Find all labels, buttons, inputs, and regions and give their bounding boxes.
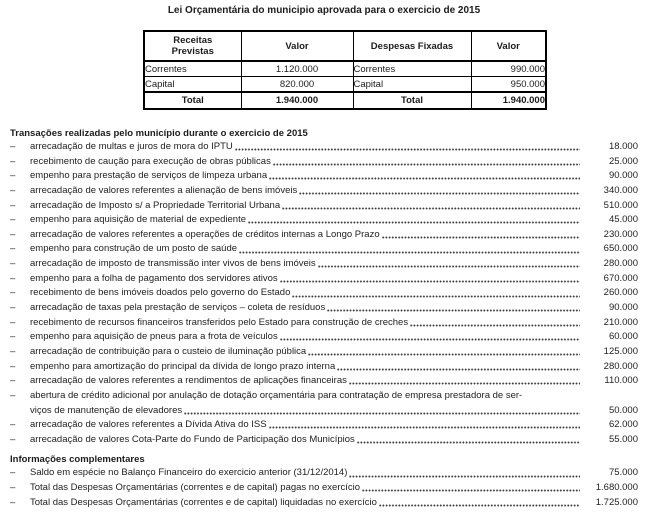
page-title: Lei Orçamentária do municipio aprovada para o exercicio de 2015 (167, 5, 481, 16)
complementary-heading: Informações complementares (10, 454, 145, 466)
item-bullet: – (10, 184, 16, 196)
cell-receita: Correntes (144, 61, 241, 77)
list-item (10, 418, 638, 433)
item-text: arrecadação de multas e juros de mora do IPTU (30, 141, 233, 152)
table-row (144, 77, 546, 93)
item-value: 650.000 (603, 243, 638, 255)
cell-despesa: Correntes (353, 61, 471, 77)
cell-despesa: Capital (353, 77, 471, 93)
cell-total-receita: Total (144, 92, 241, 109)
list-item (10, 213, 638, 228)
list-item (10, 140, 638, 155)
item-bullet: – (10, 258, 16, 270)
list-item (10, 466, 638, 481)
dot-leader (318, 265, 580, 268)
item-text: recebimento de bens imóveis doados pelo governo do Estado (30, 287, 291, 299)
item-bullet: – (10, 496, 16, 508)
dot-leader (327, 309, 580, 312)
list-item (10, 301, 638, 316)
list-item (10, 184, 638, 199)
header-receitas-line2: Previstas (171, 46, 214, 57)
item-value: 25.000 (608, 155, 638, 167)
cell-despesa-valor: 990.000 (471, 61, 546, 77)
item-bullet: – (10, 287, 16, 299)
item-bullet: – (10, 419, 16, 431)
item-bullet: – (10, 214, 16, 226)
item-bullet: – (10, 155, 16, 167)
item-bullet: – (10, 467, 16, 479)
budget-table (143, 30, 547, 110)
dot-leader (382, 236, 580, 239)
complementary-list (10, 466, 638, 510)
complementary-section (10, 453, 638, 510)
cell-receita-valor: 1.120.000 (241, 61, 353, 77)
cell-total-despesa: Total (353, 92, 471, 109)
item-value: 50.000 (608, 404, 638, 416)
item-value: 260.000 (603, 287, 638, 299)
item-text: arrecadação de contribuição para o custeio de iluminação pública (30, 345, 307, 357)
list-item (10, 286, 638, 301)
item-bullet: – (10, 482, 16, 494)
item-value: 90.000 (608, 170, 638, 182)
item-text: arrecadação de valores referentes a operações de créditos internas a Longo Prazo (30, 228, 380, 240)
table-row (144, 61, 546, 77)
dot-leader (349, 475, 580, 478)
list-item (10, 155, 638, 170)
item-value: 210.000 (603, 316, 638, 328)
item-value: 55.000 (608, 433, 638, 445)
item-bullet: – (10, 433, 16, 445)
dot-leader (239, 251, 580, 254)
dot-leader (410, 324, 580, 327)
item-value: 510.000 (603, 199, 638, 211)
cell-receita-valor: 820.000 (241, 77, 353, 93)
item-text: Total das Despesas Orçamentárias (correntes e de capital) pagas no exercício (30, 482, 361, 494)
item-bullet: – (10, 389, 16, 401)
item-value: 45.000 (608, 214, 638, 226)
dot-leader (184, 412, 580, 415)
header-valor-receitas: Valor (241, 31, 353, 61)
item-text: abertura de crédito adicional por anulação de dotação orçamentária para contratação de empresa prestadora de ser- (30, 389, 523, 401)
item-bullet: – (10, 375, 16, 387)
list-item (10, 345, 638, 360)
dot-leader (337, 368, 580, 371)
cell-total-despesa-valor: 1.940.000 (471, 92, 546, 109)
item-text: Saldo em espécie no Balanço Financeiro do exercicio anterior (31/12/2014) (30, 467, 348, 479)
cell-despesa-valor: 950.000 (471, 77, 546, 93)
item-text: recebimento de recursos financeiros transferidos pelo Estado para construção de creches (30, 316, 409, 328)
item-text: empenho para amortização do principal da dívida de longo prazo interna (30, 360, 336, 372)
list-item (10, 496, 638, 511)
item-bullet: – (10, 316, 16, 328)
list-item (10, 481, 638, 496)
item-value: 62.000 (608, 419, 638, 431)
header-valor-despesas: Valor (471, 31, 546, 61)
list-item (10, 360, 638, 375)
item-bullet: – (10, 170, 16, 182)
item-bullet: – (10, 331, 16, 343)
item-bullet: – (10, 141, 16, 152)
item-value: 60.000 (608, 331, 638, 343)
item-bullet: – (10, 360, 16, 372)
item-value: 1.680.000 (595, 482, 638, 494)
item-text: arrecadação de Imposto s/ a Propriedade Territorial Urbana (30, 199, 281, 211)
transactions-section (10, 127, 638, 447)
list-item-continuation (10, 404, 638, 419)
item-bullet: – (10, 272, 16, 284)
item-text: arrecadação de imposto de transmissão inter vivos de bens imóveis (30, 258, 316, 270)
list-item (10, 389, 638, 404)
item-value: 18.000 (608, 141, 638, 152)
list-item (10, 199, 638, 214)
list-item (10, 374, 638, 389)
item-value: 90.000 (608, 302, 638, 314)
item-text: empenho para construção de um posto de saúde (30, 243, 238, 255)
dot-leader (349, 382, 580, 385)
list-item (10, 228, 638, 243)
item-value: 1.725.000 (595, 496, 638, 508)
dot-leader (292, 295, 580, 298)
item-value: 280.000 (603, 360, 638, 372)
item-bullet: – (10, 345, 16, 357)
item-bullet: – (10, 199, 16, 211)
dot-leader (248, 221, 580, 224)
item-text: empenho para aquisição de material de expediente (30, 214, 247, 226)
dot-leader (299, 192, 580, 195)
item-text: empenho para a folha de pagamento dos servidores ativos (30, 272, 278, 284)
item-text: recebimento de caução para execução de obras públicas (30, 155, 271, 167)
header-despesas-fixadas: Despesas Fixadas (353, 31, 471, 61)
item-value: 280.000 (603, 258, 638, 270)
item-value: 75.000 (608, 467, 638, 479)
list-item (10, 330, 638, 345)
dot-leader (308, 353, 580, 356)
dot-leader (269, 426, 580, 429)
header-receitas-line1: Receitas (173, 35, 213, 46)
dot-leader (357, 441, 580, 444)
item-text: arrecadação de valores referentes a rendimentos de aplicações financeiras (30, 375, 347, 387)
list-item (10, 169, 638, 184)
item-text: arrecadação de valores referentes a alienação de bens imóveis (30, 184, 298, 196)
header-receitas-previstas (144, 31, 241, 61)
dot-leader (235, 148, 580, 151)
dot-leader (362, 489, 580, 492)
list-item (10, 316, 638, 331)
table-total-row (144, 92, 546, 109)
item-bullet: – (10, 228, 16, 240)
dot-leader (280, 280, 580, 283)
item-bullet: – (10, 243, 16, 255)
item-value: 125.000 (603, 345, 638, 357)
item-bullet: – (10, 302, 16, 314)
item-text: arrecadação de valores Cota-Parte do Fundo de Participação dos Municípios (30, 433, 355, 445)
dot-leader (280, 338, 580, 341)
dot-leader (269, 177, 580, 180)
item-value: 670.000 (603, 272, 638, 284)
transactions-list (10, 140, 638, 447)
item-value: 230.000 (603, 228, 638, 240)
item-value: 340.000 (603, 184, 638, 196)
list-item (10, 242, 638, 257)
item-text: viços de manutenção de elevadores (30, 404, 183, 416)
dot-leader (379, 504, 580, 507)
item-text: empenho para prestação de serviços de limpeza urbana (30, 170, 268, 182)
item-text: arrecadação de valores referentes a Dívida Ativa do ISS (30, 419, 267, 431)
dot-leader (273, 163, 580, 166)
transactions-heading: Transações realizadas pelo município durante o exercicio de 2015 (10, 128, 308, 139)
cell-receita: Capital (144, 77, 241, 93)
item-text: empenho para aquisição de pneus para a frota de veículos (30, 331, 278, 343)
table-header-row (144, 31, 546, 61)
item-text: Total das Despesas Orçamentárias (correntes e de capital) liquidadas no exercício (30, 496, 377, 508)
item-text: arrecadação de taxas pela prestação de serviços – coleta de resíduos (30, 302, 326, 314)
list-item (10, 433, 638, 448)
item-value: 110.000 (604, 375, 638, 387)
dot-leader (282, 207, 580, 210)
list-item (10, 257, 638, 272)
cell-total-receita-valor: 1.940.000 (241, 92, 353, 109)
list-item (10, 272, 638, 287)
